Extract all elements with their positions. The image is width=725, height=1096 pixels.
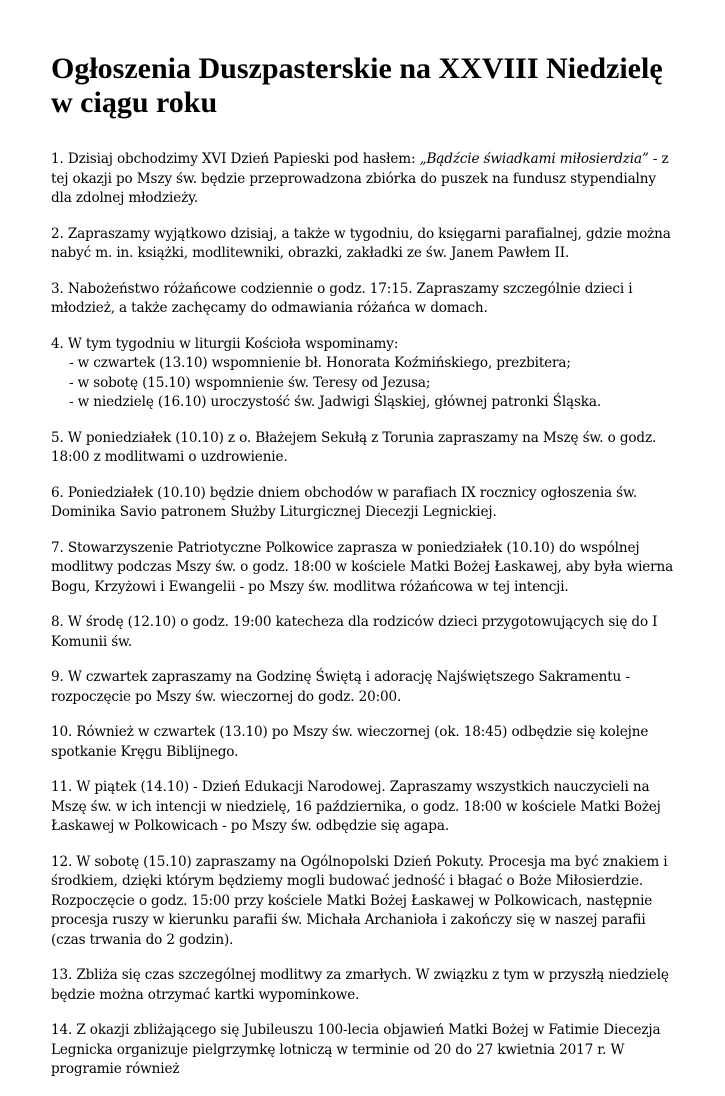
announcement-12: 12. W sobotę (15.10) zapraszamy na Ogólnopolski Dzień Pokuty. Procesja ma być znakiem i środkiem, dzięki którym będziemy mogli budować jedność i błagać o Boże Miłosierdzie. Rozpoczęcie o godz. 15:00 przy kościele Matki Bożej Łaskawej w Polkowicach, następnie procesja ruszy w kierunku parafii św. Michała Archanioła i zakończy się w naszej parafii (czas trwania do 2 godzin). bbox=[51, 853, 668, 948]
announcement-5: 5. W poniedziałek (10.10) z o. Błażejem Sekułą z Torunia zapraszamy na Mszę św. o godz. 18:00 z modlitwami o uzdrowienie. bbox=[51, 429, 657, 465]
announcement-8: 8. W środę (12.10) o godz. 19:00 katecheza dla rodziców dzieci przygotowujących się do I Komunii św. bbox=[51, 614, 658, 650]
announcement-3: 3. Nabożeństwo różańcowe codziennie o godz. 17:15. Zapraszamy szczególnie dzieci i młodzież, a także zachęcamy do odmawiania różańca w domach. bbox=[51, 280, 633, 316]
announcement-4 bbox=[51, 335, 679, 413]
announcement-1-quote: „Bądźcie świadkami miłosierdzia” bbox=[419, 151, 649, 167]
announcement-10: 10. Również w czwartek (13.10) po Mszy św. wieczornej (ok. 18:45) odbędzie się kolejne spotkanie Kręgu Biblijnego. bbox=[51, 724, 649, 760]
announcement-14: 14. Z okazji zbliżającego się Jubileuszu 100-lecia objawień Matki Bożej w Fatimie Diecezja Legnicka organizuje pielgrzymkę lotniczą w terminie od 20 do 27 kwietnia 2017 r. W programie również bbox=[51, 1022, 661, 1077]
announcement-4-item: - w sobotę (15.10) wspomnienie św. Teresy od Jezusa; bbox=[69, 374, 431, 391]
announcement-4-item: - w niedzielę (16.10) uroczystość św. Jadwigi Śląskiej, głównej patronki Śląska. bbox=[69, 394, 602, 410]
announcement-2: 2. Zapraszamy wyjątkowo dzisiaj, a także w tygodniu, do księgarni parafialnej, gdzie można nabyć m. in. książki, modlitewniki, obrazki, zakładki ze św. Janem Pawłem II. bbox=[51, 225, 671, 261]
announcement-4-intro: 4. W tym tygodniu w liturgii Kościoła wspominamy: bbox=[51, 335, 399, 352]
page-title: Ogłoszenia Duszpasterskie na XXVIII Niedzielę w ciągu roku bbox=[51, 52, 663, 119]
announcement-13: 13. Zbliża się czas szczególnej modlitwy za zmarłych. W związku z tym w przyszłą niedzielę będzie można otrzymać kartki wypominkowe. bbox=[51, 967, 669, 1003]
announcement-9: 9. W czwartek zapraszamy na Godzinę Świętą i adorację Najświętszego Sakramentu - rozpoczęcie po Mszy św. wieczornej do godz. 20:00. bbox=[51, 669, 630, 705]
announcement-1-text: 1. Dzisiaj obchodzimy XVI Dzień Papieski pod hasłem: bbox=[51, 151, 420, 167]
announcement-6: 6. Poniedziałek (10.10) będzie dniem obchodów w parafiach IX rocznicy ogłoszenia św. Dominika Savio patronem Służby Liturgicznej Diecezji Legnickiej. bbox=[51, 484, 638, 520]
announcement-1 bbox=[51, 150, 679, 209]
document-page bbox=[51, 52, 679, 1096]
announcement-4-item: - w czwartek (13.10) wspomnienie bł. Honorata Koźmińskiego, prezbitera; bbox=[69, 355, 571, 371]
announcement-11: 11. W piątek (14.10) - Dzień Edukacji Narodowej. Zapraszamy wszystkich nauczycieli na Mszę św. w ich intencji w niedzielę, 16 października, o godz. 18:00 w kościele Matki Bożej Łaskawej w Polkowicach - po Mszy św. odbędzie się agapa. bbox=[51, 779, 661, 834]
announcement-7: 7. Stowarzyszenie Patriotyczne Polkowice zaprasza w poniedziałek (10.10) do wspólnej modlitwy podczas Mszy św. o godz. 18:00 w kościele Matki Bożej Łaskawej, aby była wierna Bogu, Krzyżowi i Ewangelii - po Mszy św. modlitwa różańcowa w tej intencji. bbox=[51, 539, 674, 595]
announcement-1-text-end: - z tej okazji po Mszy św. będzie przeprowadzona zbiórka do puszek na fundusz stypendialny dla zdolnej młodzieży. bbox=[51, 151, 669, 206]
